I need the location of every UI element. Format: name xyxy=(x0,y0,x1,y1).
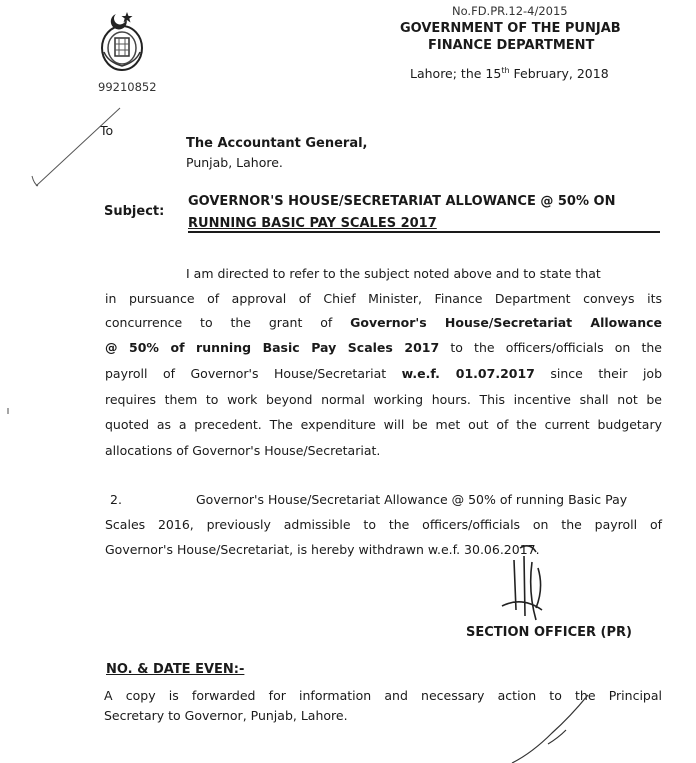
letter-date xyxy=(410,66,609,81)
para1-line-6: requires them to work beyond normal working hours. This incentive shall not be xyxy=(105,392,662,407)
subject-label: Subject: xyxy=(104,204,165,219)
date-prefix: Lahore; the 15 xyxy=(410,66,502,82)
subject-line-1: GOVERNOR'S HOUSE/SECRETARIAT ALLOWANCE @ 50% ON xyxy=(188,194,616,209)
para2-number: 2. xyxy=(110,492,122,507)
subject-line-2: RUNNING BASIC PAY SCALES 2017 xyxy=(188,216,437,231)
para1-text: concurrence to the grant of xyxy=(105,315,351,330)
para1-line-3 xyxy=(105,315,662,330)
government-heading: GOVERNMENT OF THE PUNJAB xyxy=(400,21,621,36)
endorsement-line-1: A copy is forwarded for information and necessary action to the Principal xyxy=(104,688,662,703)
para1-line-4 xyxy=(105,340,662,355)
to-label: To xyxy=(100,123,114,138)
para1-line-5 xyxy=(105,366,662,381)
punjab-emblem-icon xyxy=(94,8,150,74)
para1-bold: @ 50% of running Basic Pay Scales 2017 xyxy=(105,340,440,355)
addressee-title: The Accountant General, xyxy=(186,136,368,151)
endorsement-line-2: Secretary to Governor, Punjab, Lahore. xyxy=(104,708,348,723)
para1-line-8: allocations of Governor's House/Secretariat. xyxy=(105,443,381,458)
section-officer-title: SECTION OFFICER (PR) xyxy=(466,625,632,640)
department-heading: FINANCE DEPARTMENT xyxy=(428,38,595,53)
para1-text: to the officers/officials on the xyxy=(439,340,662,355)
para2-line-2: Scales 2016, previously admissible to the officers/officials on the payroll of xyxy=(105,517,662,532)
para1-line-1: I am directed to refer to the subject noted above and to state that xyxy=(186,266,601,281)
para2-line-3: Governor's House/Secretariat, is hereby withdrawn w.e.f. 30.06.2017. xyxy=(105,542,540,557)
diagonal-pen-stroke xyxy=(36,108,120,186)
para1-text: since their job xyxy=(534,366,663,381)
subject-underline xyxy=(188,231,660,233)
para2-line-1: Governor's House/Secretariat Allowance @ 50% of running Basic Pay xyxy=(196,492,628,507)
para1-line-7: quoted as a precedent. The expenditure will be met out of the current budgetary xyxy=(105,417,662,432)
para1-text: payroll of Governor's House/Secretariat xyxy=(105,366,402,381)
para1-bold: Governor's House/Secretariat Allowance xyxy=(350,315,662,330)
addressee-location: Punjab, Lahore. xyxy=(186,155,283,170)
para1-bold: w.e.f. 01.07.2017 xyxy=(401,366,535,381)
reference-number: 99210852 xyxy=(98,80,157,94)
date-suffix: February, 2018 xyxy=(509,66,609,82)
endorsement-heading: NO. & DATE EVEN:- xyxy=(106,662,245,677)
para1-line-2: in pursuance of approval of Chief Minister, Finance Department conveys its xyxy=(105,291,662,306)
tick-mark xyxy=(32,176,38,186)
letter-number: No.FD.PR.12-4/2015 xyxy=(452,4,568,18)
date-suffix-sup: th xyxy=(501,66,510,75)
bottom-signature-stroke xyxy=(512,695,588,763)
